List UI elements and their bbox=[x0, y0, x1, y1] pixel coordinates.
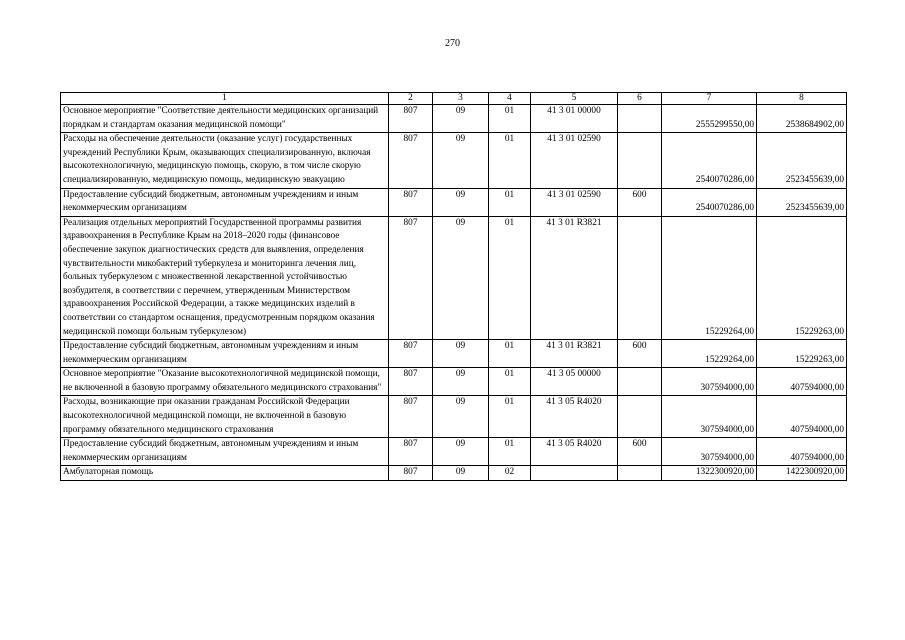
amount-year-2: 2523455639,00 bbox=[757, 133, 847, 188]
table-row bbox=[61, 188, 847, 216]
section-code: 09 bbox=[433, 368, 489, 396]
ministry-code: 807 bbox=[389, 105, 433, 133]
amount-year-1: 2540070286,00 bbox=[662, 188, 757, 216]
target-article-code bbox=[531, 466, 618, 481]
ministry-code: 807 bbox=[389, 438, 433, 466]
amount-year-1: 1322300920,00 bbox=[662, 466, 757, 481]
page-number: 270 bbox=[445, 38, 460, 49]
table-row bbox=[61, 340, 847, 368]
subsection-code: 01 bbox=[489, 340, 531, 368]
target-article-code: 41 3 01 02590 bbox=[531, 133, 618, 188]
row-description: Основное мероприятие "Оказание высокотехнологичной медицинской помощи, не включенной в базовую программу обязательного медицинского страхования" bbox=[61, 368, 389, 396]
amount-year-2: 15229263,00 bbox=[757, 340, 847, 368]
amount-year-2: 2523455639,00 bbox=[757, 188, 847, 216]
header-row bbox=[61, 93, 847, 105]
ministry-code: 807 bbox=[389, 340, 433, 368]
ministry-code: 807 bbox=[389, 216, 433, 339]
section-code: 09 bbox=[433, 133, 489, 188]
subsection-code: 01 bbox=[489, 368, 531, 396]
budget-table bbox=[60, 92, 847, 481]
row-description: Амбулаторная помощь bbox=[61, 466, 389, 481]
table-row bbox=[61, 133, 847, 188]
row-description: Расходы на обеспечение деятельности (оказание услуг) государственных учреждений Республики Крым, оказывающих специализированную, включая высокотехнологичную, медицинскую помощь, скорую, в том числе скорую специализированную, медицинскую помощь, медицинскую эвакуацию bbox=[61, 133, 389, 188]
row-description: Предоставление субсидий бюджетным, автономным учреждениям и иным некоммерческим организациям bbox=[61, 438, 389, 466]
amount-year-2: 15229263,00 bbox=[757, 216, 847, 339]
expense-type-code bbox=[618, 466, 662, 481]
section-code: 09 bbox=[433, 466, 489, 481]
ministry-code: 807 bbox=[389, 133, 433, 188]
subsection-code: 01 bbox=[489, 438, 531, 466]
expense-type-code bbox=[618, 216, 662, 339]
section-code: 09 bbox=[433, 396, 489, 438]
row-description: Предоставление субсидий бюджетным, автономным учреждениям и иным некоммерческим организациям bbox=[61, 188, 389, 216]
amount-year-1: 15229264,00 bbox=[662, 216, 757, 339]
expense-type-code bbox=[618, 368, 662, 396]
amount-year-1: 15229264,00 bbox=[662, 340, 757, 368]
row-description: Основное мероприятие "Соответствие деятельности медицинских организаций порядкам и стандартам оказания медицинской помощи" bbox=[61, 105, 389, 133]
amount-year-2: 407594000,00 bbox=[757, 368, 847, 396]
expense-type-code: 600 bbox=[618, 438, 662, 466]
table-row bbox=[61, 396, 847, 438]
table-row bbox=[61, 368, 847, 396]
section-code: 09 bbox=[433, 188, 489, 216]
section-code: 09 bbox=[433, 216, 489, 339]
amount-year-1: 307594000,00 bbox=[662, 438, 757, 466]
row-description: Расходы, возникающие при оказании гражданам Российской Федерации высокотехнологичной медицинской помощи, не включенной в базовую программу обязательного медицинского страхования bbox=[61, 396, 389, 438]
subsection-code: 01 bbox=[489, 188, 531, 216]
expense-type-code bbox=[618, 105, 662, 133]
amount-year-2: 407594000,00 bbox=[757, 396, 847, 438]
column-header: 8 bbox=[757, 93, 847, 105]
target-article-code: 41 3 05 R4020 bbox=[531, 396, 618, 438]
amount-year-1: 2540070286,00 bbox=[662, 133, 757, 188]
ministry-code: 807 bbox=[389, 188, 433, 216]
target-article-code: 41 3 01 00000 bbox=[531, 105, 618, 133]
column-header: 2 bbox=[389, 93, 433, 105]
ministry-code: 807 bbox=[389, 368, 433, 396]
amount-year-2: 2538684902,00 bbox=[757, 105, 847, 133]
column-header: 6 bbox=[618, 93, 662, 105]
column-header: 1 bbox=[61, 93, 389, 105]
expense-type-code: 600 bbox=[618, 188, 662, 216]
column-header: 5 bbox=[531, 93, 618, 105]
subsection-code: 02 bbox=[489, 466, 531, 481]
table-row bbox=[61, 466, 847, 481]
amount-year-2: 1422300920,00 bbox=[757, 466, 847, 481]
expense-type-code bbox=[618, 396, 662, 438]
column-header: 7 bbox=[662, 93, 757, 105]
subsection-code: 01 bbox=[489, 216, 531, 339]
target-article-code: 41 3 01 R3821 bbox=[531, 216, 618, 339]
expense-type-code bbox=[618, 133, 662, 188]
ministry-code: 807 bbox=[389, 396, 433, 438]
column-header: 3 bbox=[433, 93, 489, 105]
section-code: 09 bbox=[433, 438, 489, 466]
table-row bbox=[61, 105, 847, 133]
expense-type-code: 600 bbox=[618, 340, 662, 368]
section-code: 09 bbox=[433, 340, 489, 368]
target-article-code: 41 3 05 R4020 bbox=[531, 438, 618, 466]
amount-year-1: 2555299550,00 bbox=[662, 105, 757, 133]
table-row bbox=[61, 438, 847, 466]
target-article-code: 41 3 01 R3821 bbox=[531, 340, 618, 368]
row-description: Реализация отдельных мероприятий Государственной программы развития здравоохранения в Республике Крым на 2018–2020 годы (финансовое обеспечение закупок диагностических средств для выявления, определения чувствительности микобактерий туберкулеза и мониторинга лечения лиц, больных туберкулезом с множественной лекарственной устойчивостью возбудителя, в соответствии с перечнем, утвержденным Министерством здравоохранения Российской Федерации, а также медицинских изделий в соответствии со стандартом оснащения, предусмотренным порядком оказания медицинской помощи больным туберкулезом) bbox=[61, 216, 389, 339]
target-article-code: 41 3 05 00000 bbox=[531, 368, 618, 396]
table-row bbox=[61, 216, 847, 339]
amount-year-2: 407594000,00 bbox=[757, 438, 847, 466]
column-header: 4 bbox=[489, 93, 531, 105]
ministry-code: 807 bbox=[389, 466, 433, 481]
row-description: Предоставление субсидий бюджетным, автономным учреждениям и иным некоммерческим организациям bbox=[61, 340, 389, 368]
subsection-code: 01 bbox=[489, 396, 531, 438]
subsection-code: 01 bbox=[489, 133, 531, 188]
subsection-code: 01 bbox=[489, 105, 531, 133]
target-article-code: 41 3 01 02590 bbox=[531, 188, 618, 216]
amount-year-1: 307594000,00 bbox=[662, 368, 757, 396]
amount-year-1: 307594000,00 bbox=[662, 396, 757, 438]
section-code: 09 bbox=[433, 105, 489, 133]
